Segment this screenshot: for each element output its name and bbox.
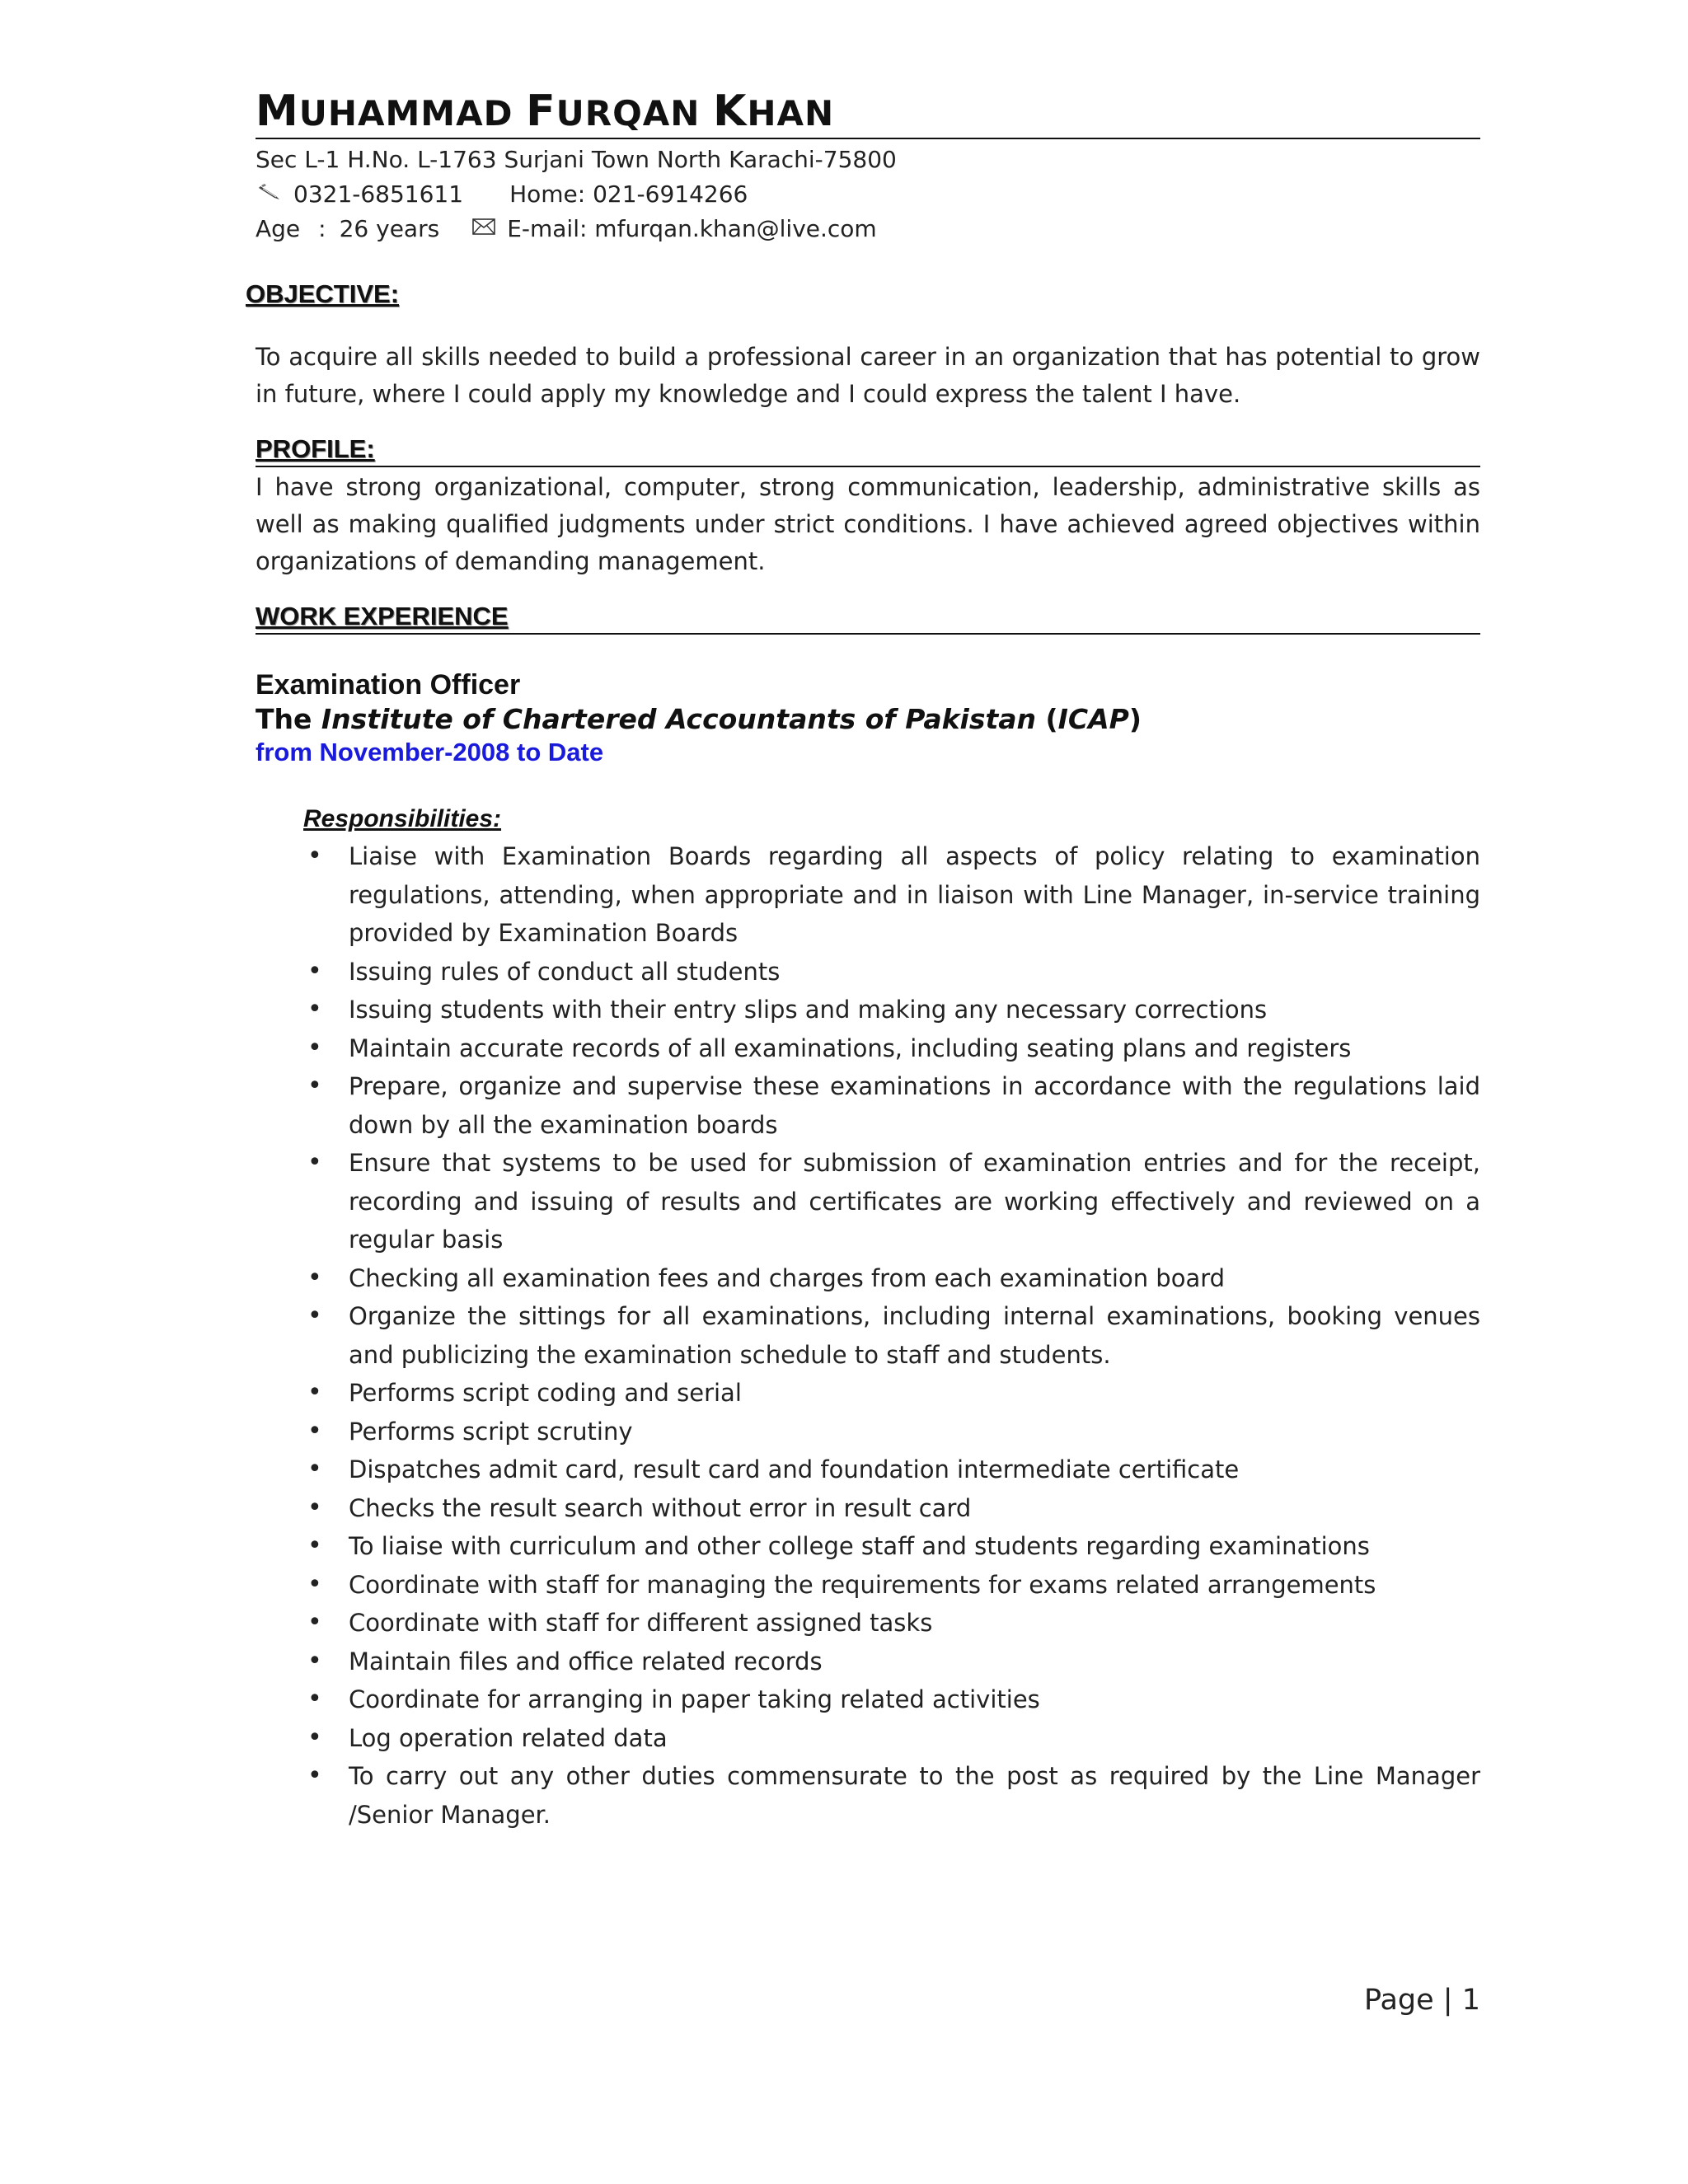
name-initial: M (256, 87, 299, 136)
org-name: Institute of Chartered Accountants of Pakistan (321, 703, 1037, 735)
bullet-icon: • (307, 1301, 322, 1330)
bullet-icon: • (307, 1761, 322, 1790)
responsibility-text: Checking all examination fees and charges from each examination board (349, 1263, 1226, 1292)
bullet-icon: • (307, 1722, 322, 1752)
bullet-icon: • (307, 1455, 322, 1483)
resume-content (246, 87, 1480, 1834)
responsibility-item (256, 1413, 1480, 1451)
contact-block (256, 143, 1480, 246)
responsibility-item (256, 1757, 1480, 1834)
bullet-icon: • (307, 1033, 322, 1062)
bullet-icon: • (307, 1416, 322, 1446)
responsibility-text: To liaise with curriculum and other college staff and students regarding examinations (349, 1532, 1370, 1560)
age-separator: : (318, 215, 326, 242)
home-phone: Home: 021-6914266 (509, 180, 748, 208)
responsibility-text: Checks the result search without error in result card (349, 1493, 972, 1522)
org-abbreviation: ICAP (1057, 703, 1129, 735)
bullet-icon: • (307, 1646, 322, 1675)
responsibility-item (256, 1144, 1480, 1259)
org-paren-open: ( (1036, 703, 1058, 735)
responsibility-text: Ensure that systems to be used for submission of examination entries and for the receipt, recording and issuing of results and certificates are working effectively and reviewed on a regular basis (349, 1149, 1480, 1254)
bullet-icon: • (307, 1569, 322, 1599)
age-value: 26 years (339, 215, 440, 242)
responsibility-item (256, 991, 1480, 1029)
responsibility-text: Prepare, organize and supervise these examinations in accordance with the regulations laid down by all the examination boards (349, 1072, 1480, 1139)
responsibility-text: Issuing rules of conduct all students (349, 957, 781, 986)
responsibility-text: Log operation related data (349, 1723, 668, 1752)
phone-line (256, 177, 1480, 212)
name-part: HAN (747, 93, 835, 134)
candidate-name (256, 87, 1480, 139)
name-part: URQAN (556, 93, 701, 134)
responsibility-item (256, 1604, 1480, 1643)
bullet-icon: • (307, 956, 322, 986)
responsibility-item (256, 1374, 1480, 1413)
bullet-icon: • (307, 995, 322, 1024)
org-prefix: The (256, 703, 321, 735)
responsibility-item (256, 1643, 1480, 1681)
responsibility-text: Coordinate with staff for different assigned tasks (349, 1609, 933, 1637)
profile-heading: PROFILE: (256, 434, 375, 463)
responsibilities-list (256, 837, 1480, 1834)
email-address: E-mail: mfurqan.khan@live.com (507, 215, 877, 242)
page-number: Page | 1 (1363, 1984, 1480, 2017)
mobile-number: 0321-6851611 (293, 180, 464, 208)
responsibility-text: Issuing students with their entry slips and making any necessary corrections (349, 996, 1268, 1024)
work-experience-heading: WORK EXPERIENCE (256, 602, 509, 630)
address-line (256, 143, 1480, 177)
age-email-line (256, 212, 1480, 246)
responsibility-item (256, 837, 1480, 953)
org-paren-close: ) (1128, 703, 1142, 735)
responsibility-text: Coordinate with staff for managing the requirements for exams related arrangements (349, 1570, 1376, 1599)
pen-icon (256, 177, 285, 212)
objective-text: To acquire all skills needed to build a professional career in an organization that has potential to grow in future, where I could apply my knowledge and I could express the talent I have. (256, 343, 1480, 408)
bullet-icon: • (307, 1493, 322, 1522)
responsibility-text: Coordinate for arranging in paper taking related activities (349, 1685, 1040, 1713)
responsibility-item (256, 1451, 1480, 1489)
responsibility-item (256, 1067, 1480, 1144)
name-part: UHAMMAD (298, 93, 513, 134)
address-text: Sec L-1 H.No. L-1763 Surjani Town North Karachi-75800 (256, 146, 897, 173)
age-label: Age (256, 215, 301, 242)
bullet-icon: • (307, 1531, 322, 1560)
bullet-icon: • (307, 841, 322, 870)
responsibility-item (256, 953, 1480, 991)
objective-heading: OBJECTIVE: (246, 279, 400, 308)
responsibility-item (256, 1297, 1480, 1374)
job-title: Examination Officer (256, 669, 521, 701)
name-initial: F (526, 87, 556, 136)
bullet-icon: • (307, 1378, 322, 1407)
responsibility-item (256, 1719, 1480, 1758)
responsibility-text: To carry out any other duties commensurate to the post as required by the Line Manager /Senior Manager. (349, 1762, 1480, 1829)
responsibility-text: Maintain files and office related records (349, 1647, 823, 1675)
name-initial: K (713, 87, 748, 136)
profile-heading-row (256, 433, 1480, 467)
responsibility-item (256, 1489, 1480, 1528)
bullet-icon: • (307, 1071, 322, 1100)
bullet-icon: • (307, 1685, 322, 1713)
responsibility-item (256, 1566, 1480, 1605)
responsibility-text: Organize the sittings for all examinations, including internal examinations, booking venues and publicizing the examination schedule to staff and students. (349, 1302, 1480, 1369)
responsibility-text: Maintain accurate records of all examinations, including seating plans and registers (349, 1033, 1352, 1062)
responsibility-item (256, 1029, 1480, 1068)
bullet-icon: • (307, 1263, 322, 1292)
responsibility-text: Liaise with Examination Boards regarding all aspects of policy relating to examination regulations, attending, when appropriate and in liaison with Line Manager, in-service training provided by Examination Boards (349, 842, 1480, 947)
bullet-icon: • (307, 1608, 322, 1637)
profile-text: I have strong organizational, computer, strong communication, leadership, administrative skills as well as making qualified judgments under strict conditions. I have achieved agreed objectives within organizations of demanding management. (256, 473, 1480, 575)
responsibility-item (256, 1680, 1480, 1719)
envelope-icon (469, 212, 499, 246)
responsibility-text: Performs script scrutiny (349, 1417, 633, 1446)
job-dates: from November-2008 to Date (256, 738, 604, 766)
responsibilities-heading: Responsibilities: (303, 805, 502, 832)
work-experience-heading-row (256, 600, 1480, 635)
responsibility-item (256, 1527, 1480, 1566)
responsibility-text: Performs script coding and serial (349, 1379, 742, 1407)
job-organization (256, 702, 1480, 737)
responsibility-text: Dispatches admit card, result card and foundation intermediate certificate (349, 1455, 1240, 1483)
responsibility-item (256, 1259, 1480, 1298)
bullet-icon: • (307, 1148, 322, 1177)
